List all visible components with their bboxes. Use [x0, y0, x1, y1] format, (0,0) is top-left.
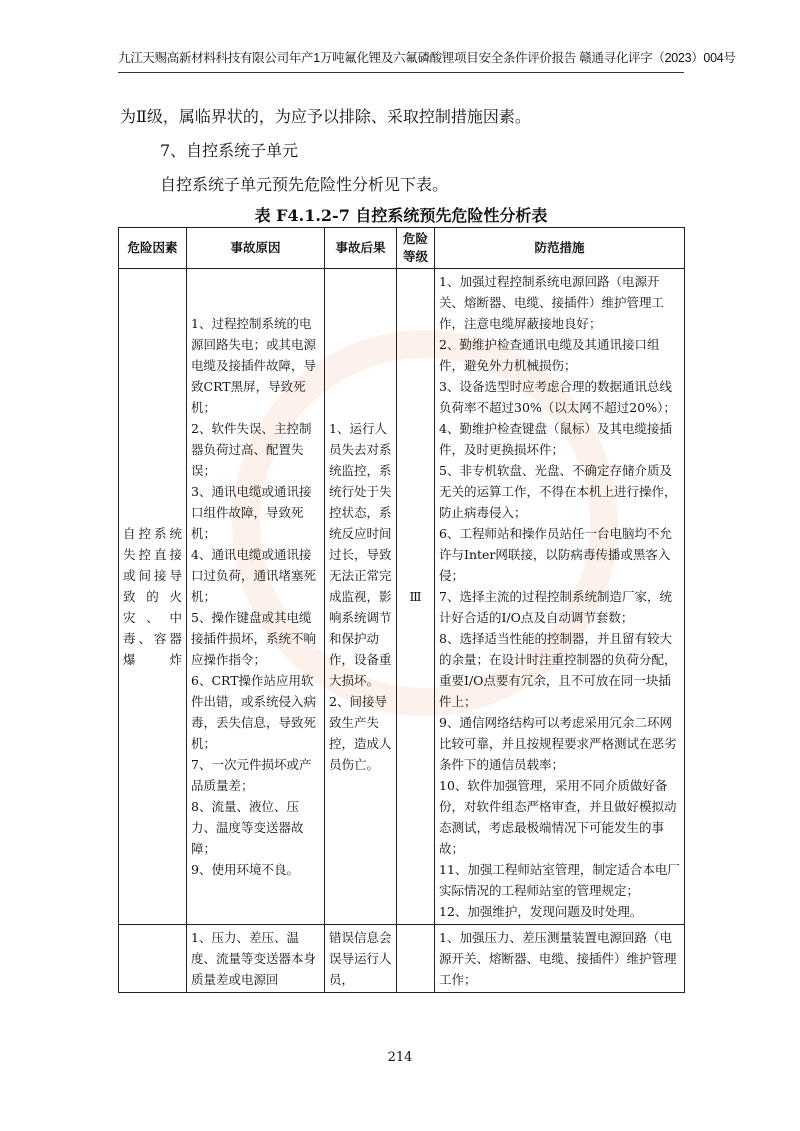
page-number: 214	[387, 1050, 413, 1065]
header-cause: 事故原因	[187, 228, 325, 269]
cell-results	[325, 269, 397, 925]
cell-factor: 自控系统失控直接或间接导致的火灾、中毒、容器爆炸	[119, 269, 187, 925]
cause-item: 5、操作键盘或其电缆接插件损坏，系统不响应操作指令；	[191, 610, 317, 667]
cell-factor-empty	[119, 925, 187, 993]
measure-item: 12、加强维护，发现问题及时处理。	[439, 904, 643, 919]
header-factor: 危险因素	[119, 228, 187, 269]
cause-item: 4、通讯电缆或通讯接口过负荷，通讯堵塞死机；	[191, 547, 317, 604]
cell-causes	[187, 269, 325, 925]
measure-item: 7、选择主流的过程控制系统制造厂家，统计好合适的I/O点及自动调节套数；	[439, 589, 672, 625]
cause-item: 1、过程控制系统的电源回路失电；或其电源电缆及接插件故障，导致CRT黑屏，导致死机；	[191, 316, 317, 415]
measure-item: 11、加强工程师站室管理，制定适合本电厂实际情况的工程师站室的管理规定；	[439, 862, 680, 898]
header-result: 事故后果	[325, 228, 397, 269]
measure-item: 2、勤维护检查通讯电缆及其通讯接口组件，避免外力机械损伤；	[439, 337, 660, 373]
header-level: 危险等级	[397, 228, 435, 269]
cause-item: 8、流量、液位、压力、温度等变送器故障；	[191, 799, 304, 856]
cell-measures	[435, 269, 685, 925]
paragraph-intro: 自控系统子单元预先危险性分析见下表。	[160, 175, 449, 194]
measure-item: 10、软件加强管理，采用不同介质做好备份，对软件组态严格审查，并且做好模拟动态测试，考虑最极端情况下可能发生的事故；	[439, 778, 677, 856]
table-row	[119, 925, 685, 993]
cause-item: 2、软件失误、主控制器负荷过高、配置失误；	[191, 421, 312, 478]
cell-cause: 1、压力、差压、温度、流量等变送器本身质量差或电源回	[187, 925, 325, 993]
measure-item: 4、勤维护检查键盘（鼠标）及其电缆接插件，及时更换损坏件；	[439, 421, 672, 457]
risk-analysis-table	[118, 227, 685, 993]
result-item: 2、间接导致生产失控，造成人员伤亡。	[329, 694, 392, 772]
header-rule	[118, 72, 684, 73]
section-heading: 7、自控系统子单元	[160, 141, 299, 160]
measure-item: 8、选择适当性能的控制器，并且留有较大的余量；在设计时注重控制器的负荷分配，重要I/O点要有冗余，且不可放在同一块插件上；	[439, 631, 677, 709]
table-header-row	[119, 228, 685, 269]
cause-item: 9、使用环境不良。	[191, 862, 299, 877]
measure-item: 9、通信网络结构可以考虑采用冗余二环网比较可靠，并且按规程要求严格测试在恶劣条件下的通信员载率；	[439, 715, 677, 772]
paragraph-continuation: 为Ⅱ级，属临界状的，为应予以排除、采取控制措施因素。	[120, 107, 531, 126]
measure-item: 6、工程师站和操作员站任一台电脑均不允许与Inter网联接，以防病毒传播或黑客入侵；	[439, 526, 672, 583]
measure-item: 5、非专机软盘、光盘、不确定存储介质及无关的运算工作，不得在本机上进行操作，防止病毒侵入；	[439, 463, 677, 520]
cause-item: 3、通讯电缆或通讯接口组件故障，导致死机；	[191, 484, 312, 541]
result-item: 1、运行人员失去对系统监控，系统行处于失控状态，系统反应时间过长，导致无法正常完成监视，影响系统调节和保护动作，设备重大损坏。	[329, 421, 392, 688]
cell-level-empty	[397, 925, 435, 993]
header-measure: 防范措施	[435, 228, 685, 269]
cause-item: 6、CRT操作站应用软件出错，或系统侵入病毒，丢失信息，导致死机；	[191, 673, 317, 751]
page-header: 九江天赐高新材料科技有限公司年产1万吨氟化锂及六氟磷酸锂项目安全条件评价报告 赣通寻化评字（2023）004号	[118, 51, 736, 65]
table-row	[119, 269, 685, 925]
measure-item: 1、加强过程控制系统电源回路（电源开关、熔断器、电缆、接插件）维护管理工作，注意电缆屏蔽接地良好；	[439, 274, 665, 331]
table-caption: 表 F4.1.2-7 自控系统预先危险性分析表	[254, 206, 548, 225]
cell-measure: 1、加强压力、差压测量装置电源回路（电源开关、熔断器、电缆、接插件）维护管理工作；	[435, 925, 685, 993]
cause-item: 7、一次元件损坏或产品质量差；	[191, 757, 312, 793]
measure-item: 3、设备选型时应考虑合理的数据通讯总线负荷率不超过30%（以太网不超过20%）；	[439, 379, 676, 415]
cell-result: 错误信息会误导运行人员，	[325, 925, 397, 993]
cell-level: Ⅲ	[397, 269, 435, 925]
